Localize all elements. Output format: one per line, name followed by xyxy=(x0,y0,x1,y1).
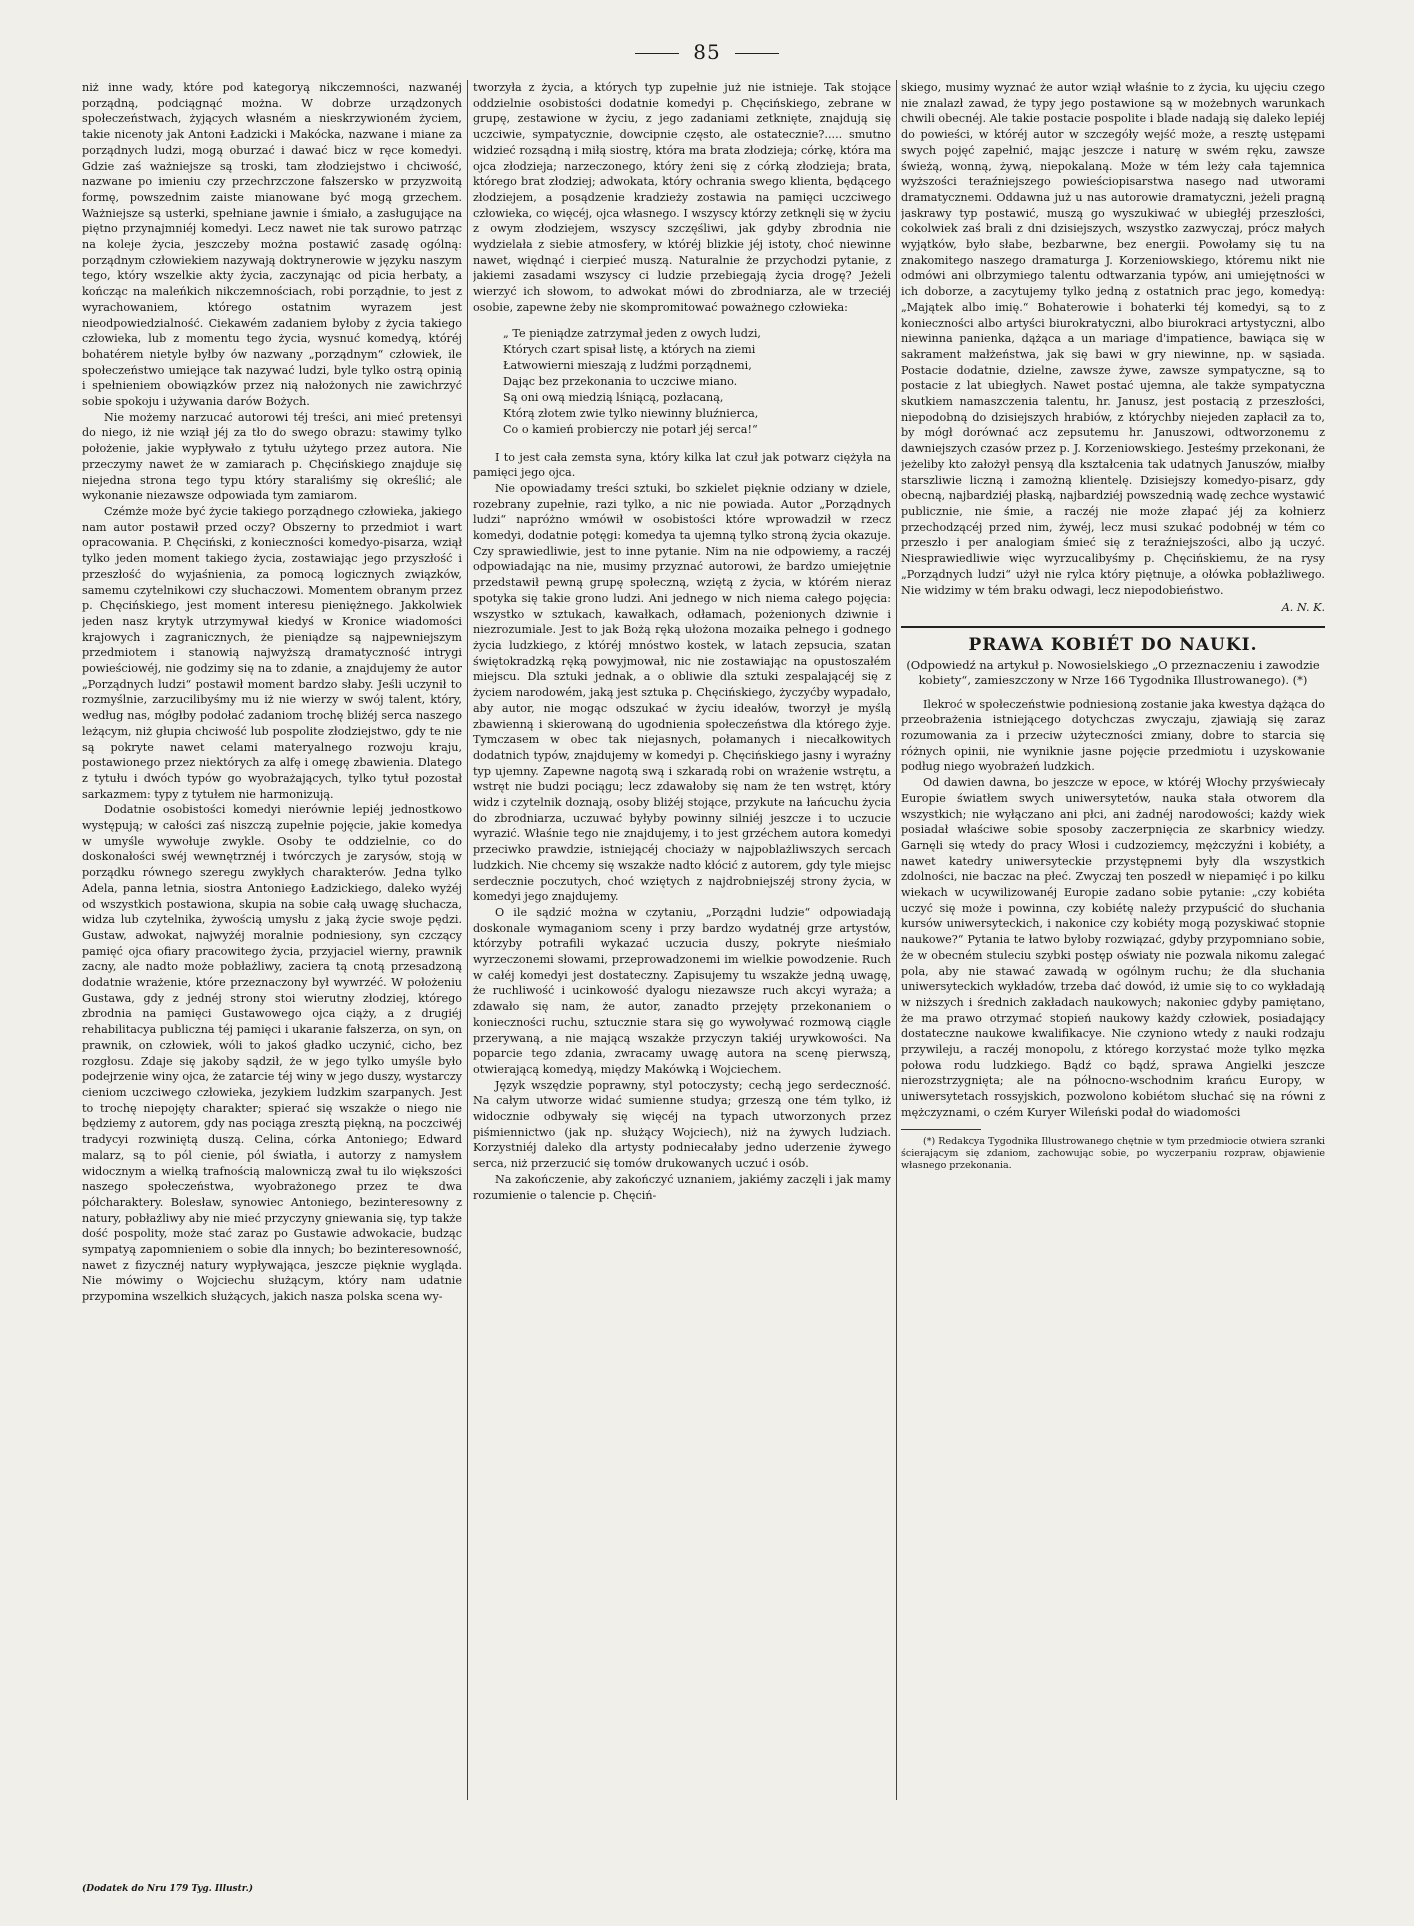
col2-paragraph: Na zakończenie, aby zakończyć uznaniem, jakiémy zaczęli i jak mamy rozumienie o talencie p. Chęciń- xyxy=(473,1172,891,1202)
section-subtitle: (Odpowiedź na artykuł p. Nowosielskiego „O przeznaczeniu i zawodzie kobiety“, zamieszczony w Nrze 166 Tygodnika Illustrowanego). (*) xyxy=(906,657,1320,688)
supplement-note: (Dodatek do Nru 179 Tyg. Illustr.) xyxy=(82,1884,254,1894)
column-divider-1 xyxy=(467,80,468,1800)
footnote: (*) Redakcya Tygodnika Illustrowanego chętnie w tym przedmiocie otwiera szranki ścierającym się zdaniom, zachowując sobie, po wyczerpaniu rozpraw, objawienie własnego przekonania. xyxy=(901,1135,1325,1171)
poem-line: Dając bez przekonania to uczciwe miano. xyxy=(503,374,738,388)
col2-paragraph: Nie opowiadamy treści sztuki, bo szkielet pięknie odziany w dziele, rozebrany zupełnie, razi tylko, a nic nie powiada. Autor „Porządnych ludzi“ napróżno wmówił w osobistości które wprowadził w rzecz komedyi, dodatnie potęgi: komedya ta ujemną tylko stroną życia okazuje. Czy sprawiedliwie, jest to inne pytanie. Nim na nie odpowiemy, a raczéj odpowiadając na nie, musimy przyznać autorowi, że bardzo umiejętnie przedstawił pewną grupę społeczną, wziętą z życia, w którém nieraz spotyka się takie grono ludzi. Ani jednego w nich niema całego pojęcia: wszystko w sztukach, kawałkach, odłamach, pożenionych dziwnie i niezrozumiale. Jest to jak Bożą ręką ułożona mozaika pełnego i godnego życia ludzkiego, z któréj mnóstwo kostek, w latach zepsucia, szatan świętokradzką ręką powyjmował, nic nie zostawiając na opustoszałém miejscu. Dla sztuki jednak, a o obliwie dla sztuki zespalającéj się z życiem narodowém, jaką jest sztuka p. Chęcińskiego, życzyćby wypadało, aby autor, nie mogąc odszukać w życiu ideałów, tworzył je myślą zbawienną i skierowaną do ugodnienia społeczeństwa dla którego żyje. Tymczasem w obec tak niejasnych, połamanych i niecałkowitych dodatnich typów, znajdujemy w komedyi p. Chęcińskiego jasny i wyraźny typ ujemny. Zapewne nagotą swą i szkaradą robi on wrażenie wstrętu, a wstręt nie budzi pociągu; lecz zdawałoby się nam że ten wstręt, który widz i czytelnik doznają, osoby bliżéj stojące, przykute na łańcuchu życia do zbrodniarza, uczuwać byłyby powinny silniéj jeszcze i to uczucie wyrazić. Właśnie tego nie znajdujemy, i to jest grzéchem autora komedyi przeciwko prawdzie, istniejącéj chociaży w najpoblażliwszych sercach ludzkich. Nie chcemy się wszakże nadto kłócić z autorem, gdy tyle miejsc serdecznie poczutych, choć wziętych z najdrobniejszéj strony życia, w komedyi jego znajdujemy. xyxy=(473,481,891,904)
article-signature: A. N. K. xyxy=(1281,601,1325,615)
column-2 xyxy=(473,80,891,1880)
poem-line: „ Te pieniądze zatrzymał jeden z owych ludzi, xyxy=(503,326,761,340)
col3-section-paragraph: Od dawien dawna, bo jeszcze w epoce, w któréj Włochy przyświecały Europie światłem swych uniwersytetów, nauka stała otworem dla wszystkich; nie wyłączano ani płci, ani żadnéj narodowości; każdy wiek posiadał właściwe sobie sposoby zaczerpnięcia ze skarbnicy wiedzy. Garnęli się wtedy do pracy Włosi i cudzoziemcy, mężczyźni i kobiéty, a nawet katedry uniwersyteckie przystępnemi były dla wszystkich zdolności, nie baczac na płeć. Zwyczaj ten poszedł w niepamięć i po kilku wiekach w ucywilizowanéj Europie zadano sobie pytanie: „czy kobiéta uczyć się może i powinna, czy kobiétę należy przypuścić do słuchania kursów uniwersyteckich, i nakonice czy kobiéty mogą pozyskiwać stopnie naukowe?“ Pytania te łatwo byłoby rozwiązać, gdyby przypomniano sobie, że w obecném stuleciu szybki postęp oświaty nie pozwala nikomu zalegać pola, aby nie stawać zawadą w ogólnym ruchu; że dla słuchania uniwersyteckich wykładów, trzeba dać dowód, iż umie się to co wykładają w niższych i średnich zakładach naukowych; nakoniec gdyby pamiętano, że ma prawo otrzymać stopień naukowy każdy człowiek, posiadający dostateczne naukowe kwalifikacye. Nie czyniono wtedy z nauki rodzaju przywileju, a raczéj monopolu, z którego korzystać może tylko męzka połowa rodu ludzkiego. Bądź co bądź, sprawa Angielki jeszcze nierozstrzygnięta; ale na północno-wschodnim krańcu Europy, w uniwersytetach rossyjskich, pozwolono kobiétom słuchać się na równi z mężczyznami, o czém Kuryer Wileński podał do wiadomości xyxy=(901,776,1325,1119)
poem-line: Którą złotem zwie tylko niewinny bluźnierca, xyxy=(503,406,759,420)
poem-line: Są oni ową miedzią lśniącą, pozłacaną, xyxy=(503,390,724,404)
column-1 xyxy=(82,80,462,1880)
page-number: 85 xyxy=(0,40,1414,64)
poem-line: Co o kamień probierczy nie potarł jéj serca!“ xyxy=(503,422,758,436)
col2-paragraph: O ile sądzić można w czytaniu, „Porządni ludzie“ odpowiadają doskonale wymaganiom sceny i przy bardzo wydatnéj grze artystów, którzyby potrafili wykazać uczucia duszy, pokryte nieśmiało wyrzeczonemi słowami, przeprowadzonemi im wielkie powodzenie. Ruch w całéj komedyi jest dostateczny. Zapisujemy tu wszakże jedną uwagę, że ruchliwość i ucinkowość dyalogu niezawsze ruch akcyi wyraża; a zdawało się nam, że autor, zanadto przejęty przekonaniem o konieczności ruchu, sztucznie stara się go wywoływać rozmową ciągle przerywaną, a nie mającą wszakże przyczyn takiéj urywkowości. Na poparcie tego zdania, zwracamy uwagę autora na scenę pierwszą, otwierającą komedyą, między Makówką i Wojciechem. xyxy=(473,905,891,1076)
column-3 xyxy=(901,80,1325,1880)
col2-paragraph: Język wszędzie poprawny, styl potoczysty; cechą jego serdeczność. Na całym utworze widać sumienne studya; grzeszą one tém tylko, iż widocznie odbywały się więcéj na typach utworzonych przez piśmiennictwo (jak np. służący Wojciech), niż na żywych ludziach. Korzystniéj daleko dla artysty podniecałaby jedno uderzenie żywego serca, niż przerzucić się tomów drukowanych uczuć i osób. xyxy=(473,1078,891,1171)
column-divider-2 xyxy=(896,80,897,1800)
poem-line: Łatwowierni mieszają z ludźmi porządnemi, xyxy=(503,358,752,372)
col3-paragraph: skiego, musimy wyznać że autor wziął właśnie to z życia, ku ujęciu czego nie znalazł zawad, że typy jego postawione są w możebnych warunkach chwili obecnéj. Ale takie postacie pospolite i blade nadają się daleko lepiéj do powieści, w któréj autor w szczegóły wejść może, a resztę ustępami swych pojęć zapełnić, mając jeszcze i naturę w swém ręku, zawsze świeżą, wonną, żywą, niepokalaną. Może w tém leży cała tajemnica wyższości teraźniejszego powieściopisarstwa nasego nad utworami dramatycznemi. Oddawna już u nas autorowie dramatyczni, jeżeli pragną jaskrawy typ postawić, muszą go wyszukiwać w ubiegłéj przeszłości, cokolwiek zaś brali z dni dzisiejszych, wszystko zazwyczaj, prócz małych wyjątków, było słabe, bezbarwne, bez energii. Powołamy się tu na znakomitego naszego dramaturga J. Korzeniowskiego, któremu nikt nie odmówi ani olbrzymiego talentu odtwarzania typów, ani umiejętności w ich doborze, a zacytujemy tylko jedną z ostatnich prac jego, komedyą: „Majątek albo imię.“ Bohaterowie i bohaterki téj komedyi, są to z konieczności albo artyści biurokratyczni, albo biurokraci artystyczni, albo niewinna panienka, dążąca a un mariage d'impatience, bawiąca się w sakrament małżeństwa, jak się bawi w gry niewinne, np. w sąsiada. Postacie dodatnie, dzielne, zawsze żywe, zawsze sympatyczne, są to postacie z lat ubiegłych. Nawet postać ujemna, ale także sympatyczna skutkiem namaszczenia talentu, hr. Janusz, jest postacią z przeszłości, niepodobną do dzisiejszych hrabiów, z którychby niejeden zapłacił za to, by mógł dorównać acz zepsutemu hr. Januszowi, odtworzonemu z dawniejszych czasów przez p. J. Korzeniowskiego. Jesteśmy przekonani, że jeżeliby kto założył pensyą dla kształcenia tak udatnych Januszów, miałby starszliwie liczną i zamożną klientelę. Dzisiejszy komedyo-pisarz, gdy obecną, najbardziéj płaską, najbardziéj powszednią wadę zechce wystawić publicznie, nie śmie, a raczéj nie może złapać jéj za kołnierz przechodzącéj przed nim, żywéj, lecz musi szukać podobnéj w tém co przeszło i per analogiam śmieć się z teraźniejszości, albo ją uczyć. Niesprawiedliwie więc wyrzucalibyśmy p. Chęcińskiemu, że na rysy „Porządnych ludzi“ użył nie rylca który piętnuje, a ołówka pobłażliwego. Nie widzimy w tém braku odwagi, lecz niepodobieństwo. xyxy=(901,81,1325,597)
col1-paragraph: Dodatnie osobistości komedyi nierównie lepiéj jednostkowo występują; w całości zaś niszczą zupełnie pojęcie, jakie komedya w umyśle wywołuje zwykle. Osoby te oddzielnie, co do doskonałości swéj wewnętrznéj i twórczych je zarysów, stoją w porządku równego szeregu zwykłych charakterów. Jedna tylko Adela, panna letnia, siostra Antoniego Ładzickiego, daleko wyżéj od wszystkich postawiona, skupia na sobie całą uwagę słuchacza, widza lub czytelnika, żywością umysłu z jaką życie swoje pędzi. Gustaw, adwokat, najwyżéj moralnie podniesiony, syn czczący pamięć ojca ofiary pracowitego życia, przyjaciel wierny, prawnik zacny, ale nadto może pobłażliwy, zaciera tą cnotą przesadzoną dodatnie wrażenie, które przeznaczony był wywrzéć. W położeniu Gustawa, gdy z jednéj strony stoi wierutny złodziej, którego zbrodnia na pamięci Gustawowego ojca ciąży, a z drugiéj rehabilitacya publiczna téj pamięci i ukaranie fałszerza, on syn, on prawnik, on człowiek, wóli to jakoś gładko uczynić, cicho, bez rozgłosu. Zdaje się jakoby sądził, że w jego tylko umyśle było podejrzenie winy ojca, że zatarcie téj winy w jego duszy, wystarczy cieniom uczciwego człowieka, jezykiem ludzkim szarpanych. Jest to trochę niepojęty charakter; spierać się wszakże o niego nie będziemy z autorem, gdy nas pociąga zresztą piękną, na poczciwéj tradycyi rozwiniętą duszą. Celina, córka Antoniego; Edward malarz, są to pól cienie, pól światła, i autorzy z namysłem widocznym a wielką trafnością malowniczą zwał tu ilo większości naszego społeczeństwa, wyobrażonego przez te dwa półcharaktery. Bolesław, synowiec Antoniego, bezinteresowny z natury, pobłażliwy aby nie mieć przyczyny gniewania się, typ także dość pospolity, może stać zaraz po Gustawie adwokacie, budząc sympatyą zapomnieniem o sobie dla innych; bo bezinteresowność, nawet z fizycznéj natury wypływająca, jeszcze pięknie wygląda. Nie mówimy o Wojciechu służącym, który nam udatnie przypomina wszelkich służących, jakich nasza polska scena wy- xyxy=(82,803,462,1304)
col2-paragraph: tworzyła z życia, a których typ zupełnie już nie istnieje. Tak stojące oddzielnie osobistości dodatnie komedyi p. Chęcińskiego, zebrane w grupę, zestawione w życiu, z jego zadaniami zetknięte, znajdują się uczciwie, sympatycznie, dowcipnie często, ale ostatecznie?..... smutno widzieć rozsądną i miłą siostrę, która ma brata złodzieja; córkę, która ma ojca złodzieja; narzeczonego, który żeni się z córką złodzieja; brata, którego brat złodziej; adwokata, który ochrania swego klienta, będącego złodziejem, a posądzenie kradzieży zostawia na pamięci uczciwego człowieka, co więcéj, ojca własnego. I wszyscy którzy zetknęli się w życiu z owym złodziejem, wszyscy szczęśliwi, jak gdyby zbrodnia nie wydzielała z siebie atmosfery, w któréj blizkie jéj istoty, choć niewinne nawet, więdnąć i cierpieć muszą. Naturalnie że przychodzi pytanie, z jakiemi zasadami wszyscy ci ludzie przebiegają życia drogę? Jeżeli wierzyć ich słowom, to adwokat mówi do zbrodniarza, ale w trzeciéj osobie, zapewne żeby nie skompromitować poważnego człowieka: xyxy=(473,81,891,314)
section-divider xyxy=(901,626,1325,628)
col3-section-paragraph: Ilekroć w społeczeństwie podniesioną zostanie jaka kwestya dążąca do przeobrażenia istniejącego dotychczas zwyczaju, zjawiają się zaraz rozumowania za i przeciw użyteczności zmiany, dobre to starcia się różnych opinii, nie wyniknie jasne pojęcie przedmiotu i uzyskowanie podług niego wyobrażeń ludzkich. xyxy=(901,697,1325,774)
footnote-rule xyxy=(901,1129,981,1130)
col2-paragraph: I to jest cała zemsta syna, który kilka lat czuł jak potwarz ciężyła na pamięci jego ojca. xyxy=(473,450,891,480)
page-number-dash-right xyxy=(735,53,779,54)
poem-line: Których czart spisał listę, a których na ziemi xyxy=(503,342,756,356)
section-title: PRAWA KOBIÉT DO NAUKI. xyxy=(968,634,1258,655)
col1-paragraph: niż inne wady, które pod kategoryą nikczemności, nazwanéj porządną, podciągnąć można. W dobrze urządzonych społeczeństwach, żyjących własném a nieskrzywioném życiem, takie nicenoty jak Antoni Ładzicki i Makócka, nazwane i miane za porządnych ludzi, mogą oburzać i dawać bicz w ręce komedyi. Gdzie zaś ważniejsze są troski, tam złodziejstwo i chciwość, nazwane po imieniu czy przechrzczone fałszersko w przyzwoitą formę, powszednim zaiste mianowane być mogą grzechem. Ważniejsze są usterki, spełniane jawnie i śmiało, a zasługujące na piętno przynajmniéj komedyi. Lecz nawet nie tak surowo patrząc na koleje życia, jeszczeby można postawić zasadę ogólną: porządnym człowiekiem nazywają doktrynerowie w języku naszym tego, który wszelkie akty życia, zaczynając od picia herbaty, a kończąc na maleńkich nikczemnościach, robi porządnie, to jest z wyrachowaniem, którego ostatnim wyrazem jest nieodpowiedzialność. Ciekawém zadaniem byłoby z życia takiego człowieka, lub z momentu tego życia, wysnuć komedyą, któréj bohatérem nietyle byłby ów nazwany „porządnym“ człowiek, ile społeczeństwo umiejące tak nazywać ludzi, byle tylko ostrą opinią i spełnieniem obowiązków przez nią nałożonych nie zawichrzyć sobie spokoju i używania darów Bożych. xyxy=(82,81,462,409)
page-number-dash-left xyxy=(635,53,679,54)
poem-quote xyxy=(503,326,891,438)
col1-paragraph: Nie możemy narzucać autorowi téj treści, ani mieć pretensyi do niego, iż nie wziął jéj za tło do swego obrazu: stawimy tylko położenie, jakie wypływało z tytułu użytego przez autora. Nie przeczymy nawet że w zamiarach p. Chęcińskiego znajduje się niejedna strona tego typu który staraliśmy się określić; ale wykonanie niezawsze odpowiada tym zamiarom. xyxy=(82,410,462,503)
col1-paragraph: Czémże może być życie takiego porządnego człowieka, jakiego nam autor postawił przed oczy? Obszerny to przedmiot i wart opracowania. P. Chęciński, z konieczności komedyo-pisarza, wziął tylko jeden moment takiego życia, zostawiając jego przyszłość i przeszłość do wyjaśnienia, za pomocą logicznych związków, samemu czytelnikowi czy słuchaczowi. Momentem obranym przez p. Chęcińskiego, jest moment interesu pieniężnego. Jakkolwiek jeden nasz krytyk utrzymywał kiedyś w Kronice wiadomości krajowych i zagranicznych, że pieniądze są najpewniejszym przedmiotem i stanowią najwyższą dramatyczność intrygi powieściowéj, nie godzimy się na to zdanie, a znajdujemy że autor „Porządnych ludzi“ postawił moment bardzo słaby. Jeśli uczynił to rozmyślnie, zarzucilibyśmy mu iż nie wierzy w swój talent, który, według nas, mógłby podołać zadaniom trochę bliżéj serca naszego leżącym, niż głupia chciwość lub pospolite złodziejstwo, gdy te nie są pokryte nawet celami materyalnego rozwoju kraju, postawionego przez niektórych za alfę i omegę zbawienia. Dlatego z tytułu i dwóch typów go wyobrażających, tylko tytuł pozostał sarkazmem: typy z tytułem nie harmonizują. xyxy=(82,504,462,801)
